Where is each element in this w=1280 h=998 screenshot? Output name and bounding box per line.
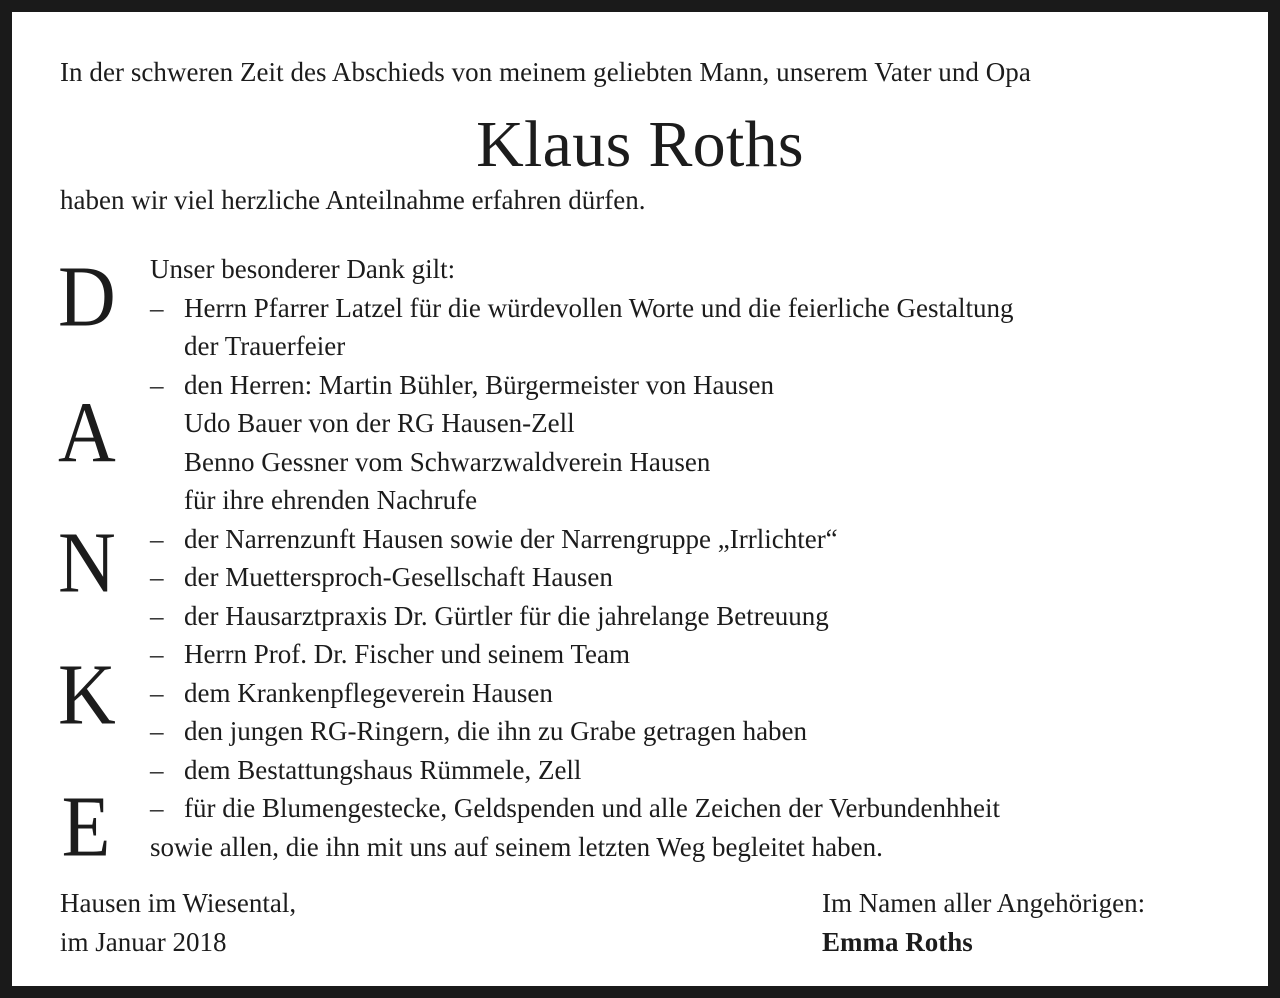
dash: – bbox=[150, 562, 164, 592]
list-item-text: Herrn Pfarrer Latzel für die würdevollen Worte und die feierliche Gestaltung bbox=[184, 292, 1014, 323]
list-item-text: für ihre ehrenden Nachrufe bbox=[184, 485, 478, 515]
sub-text: haben wir viel herzliche Anteilnahme erfahren dürfen. bbox=[60, 185, 646, 215]
list-item bbox=[150, 597, 1014, 636]
dash: – bbox=[150, 369, 164, 400]
list-item-continuation bbox=[150, 327, 1014, 366]
dash: – bbox=[150, 523, 164, 554]
date: im Januar 2018 bbox=[60, 926, 227, 957]
intro-text: In der schweren Zeit des Abschieds von meinem geliebten Mann, unserem Vater und Opa bbox=[60, 57, 1031, 87]
list-item-continuation bbox=[150, 404, 1014, 443]
signatory-name: Emma Roths bbox=[822, 926, 973, 957]
list-item-text: Udo Bauer von der RG Hausen-Zell bbox=[184, 408, 575, 438]
list-item-text: für die Blumengestecke, Geldspenden und alle Zeichen der Verbundenhheit bbox=[184, 793, 1000, 823]
list-item bbox=[150, 520, 1014, 559]
list-item-continuation bbox=[150, 443, 1014, 482]
dash: – bbox=[150, 754, 164, 785]
dash: – bbox=[150, 793, 164, 823]
dash: – bbox=[150, 600, 164, 631]
list-item-text: den Herren: Martin Bühler, Bürgermeister von Hausen bbox=[184, 369, 775, 400]
danke-letter-k: K bbox=[58, 647, 116, 743]
list-item-text: den jungen RG-Ringern, die ihn zu Grabe getragen haben bbox=[184, 716, 808, 746]
list-item-text: der Trauerfeier bbox=[184, 331, 346, 361]
list-item-text: Herrn Prof. Dr. Fischer und seinem Team bbox=[184, 639, 631, 669]
list-item bbox=[150, 289, 1014, 328]
list-item bbox=[150, 712, 1014, 751]
danke-letter-d: D bbox=[58, 249, 116, 345]
list-item bbox=[150, 366, 1014, 405]
list-item-text: dem Bestattungshaus Rümmele, Zell bbox=[184, 754, 582, 785]
list-item bbox=[150, 751, 1014, 790]
deceased-name: Klaus Roths bbox=[476, 108, 804, 181]
thanks-heading: Unser besonderer Dank gilt: bbox=[150, 254, 456, 284]
signature-block bbox=[822, 884, 1145, 961]
list-item-text: Benno Gessner vom Schwarzwaldverein Hausen bbox=[184, 446, 711, 477]
list-item bbox=[150, 635, 1014, 674]
list-item-continuation bbox=[150, 481, 1014, 520]
list-item-text: der Hausarztpraxis Dr. Gürtler für die jahrelange Betreuung bbox=[184, 600, 829, 631]
thanks-closing: sowie allen, die ihn mit uns auf seinem letzten Weg begleitet haben. bbox=[150, 831, 883, 862]
danke-letter-n: N bbox=[58, 515, 116, 611]
list-item bbox=[150, 789, 1014, 828]
dash: – bbox=[150, 716, 164, 746]
place: Hausen im Wiesental, bbox=[60, 888, 297, 918]
list-item-text: der Narrenzunft Hausen sowie der Narrengruppe „Irrlichter“ bbox=[184, 523, 838, 554]
list-item bbox=[150, 674, 1014, 713]
place-date-block bbox=[60, 884, 296, 961]
dash: – bbox=[150, 639, 164, 669]
thanks-list bbox=[150, 250, 1014, 866]
danke-letter-a: A bbox=[58, 385, 116, 481]
list-item bbox=[150, 558, 1014, 597]
on-behalf-line: Im Namen aller Angehörigen: bbox=[822, 888, 1146, 918]
list-item-text: dem Krankenpflegeverein Hausen bbox=[184, 677, 553, 708]
list-item-text: der Muettersproch-Gesellschaft Hausen bbox=[184, 562, 613, 592]
danke-letter-e: E bbox=[61, 779, 111, 875]
dash: – bbox=[150, 677, 164, 708]
dash: – bbox=[150, 292, 164, 323]
